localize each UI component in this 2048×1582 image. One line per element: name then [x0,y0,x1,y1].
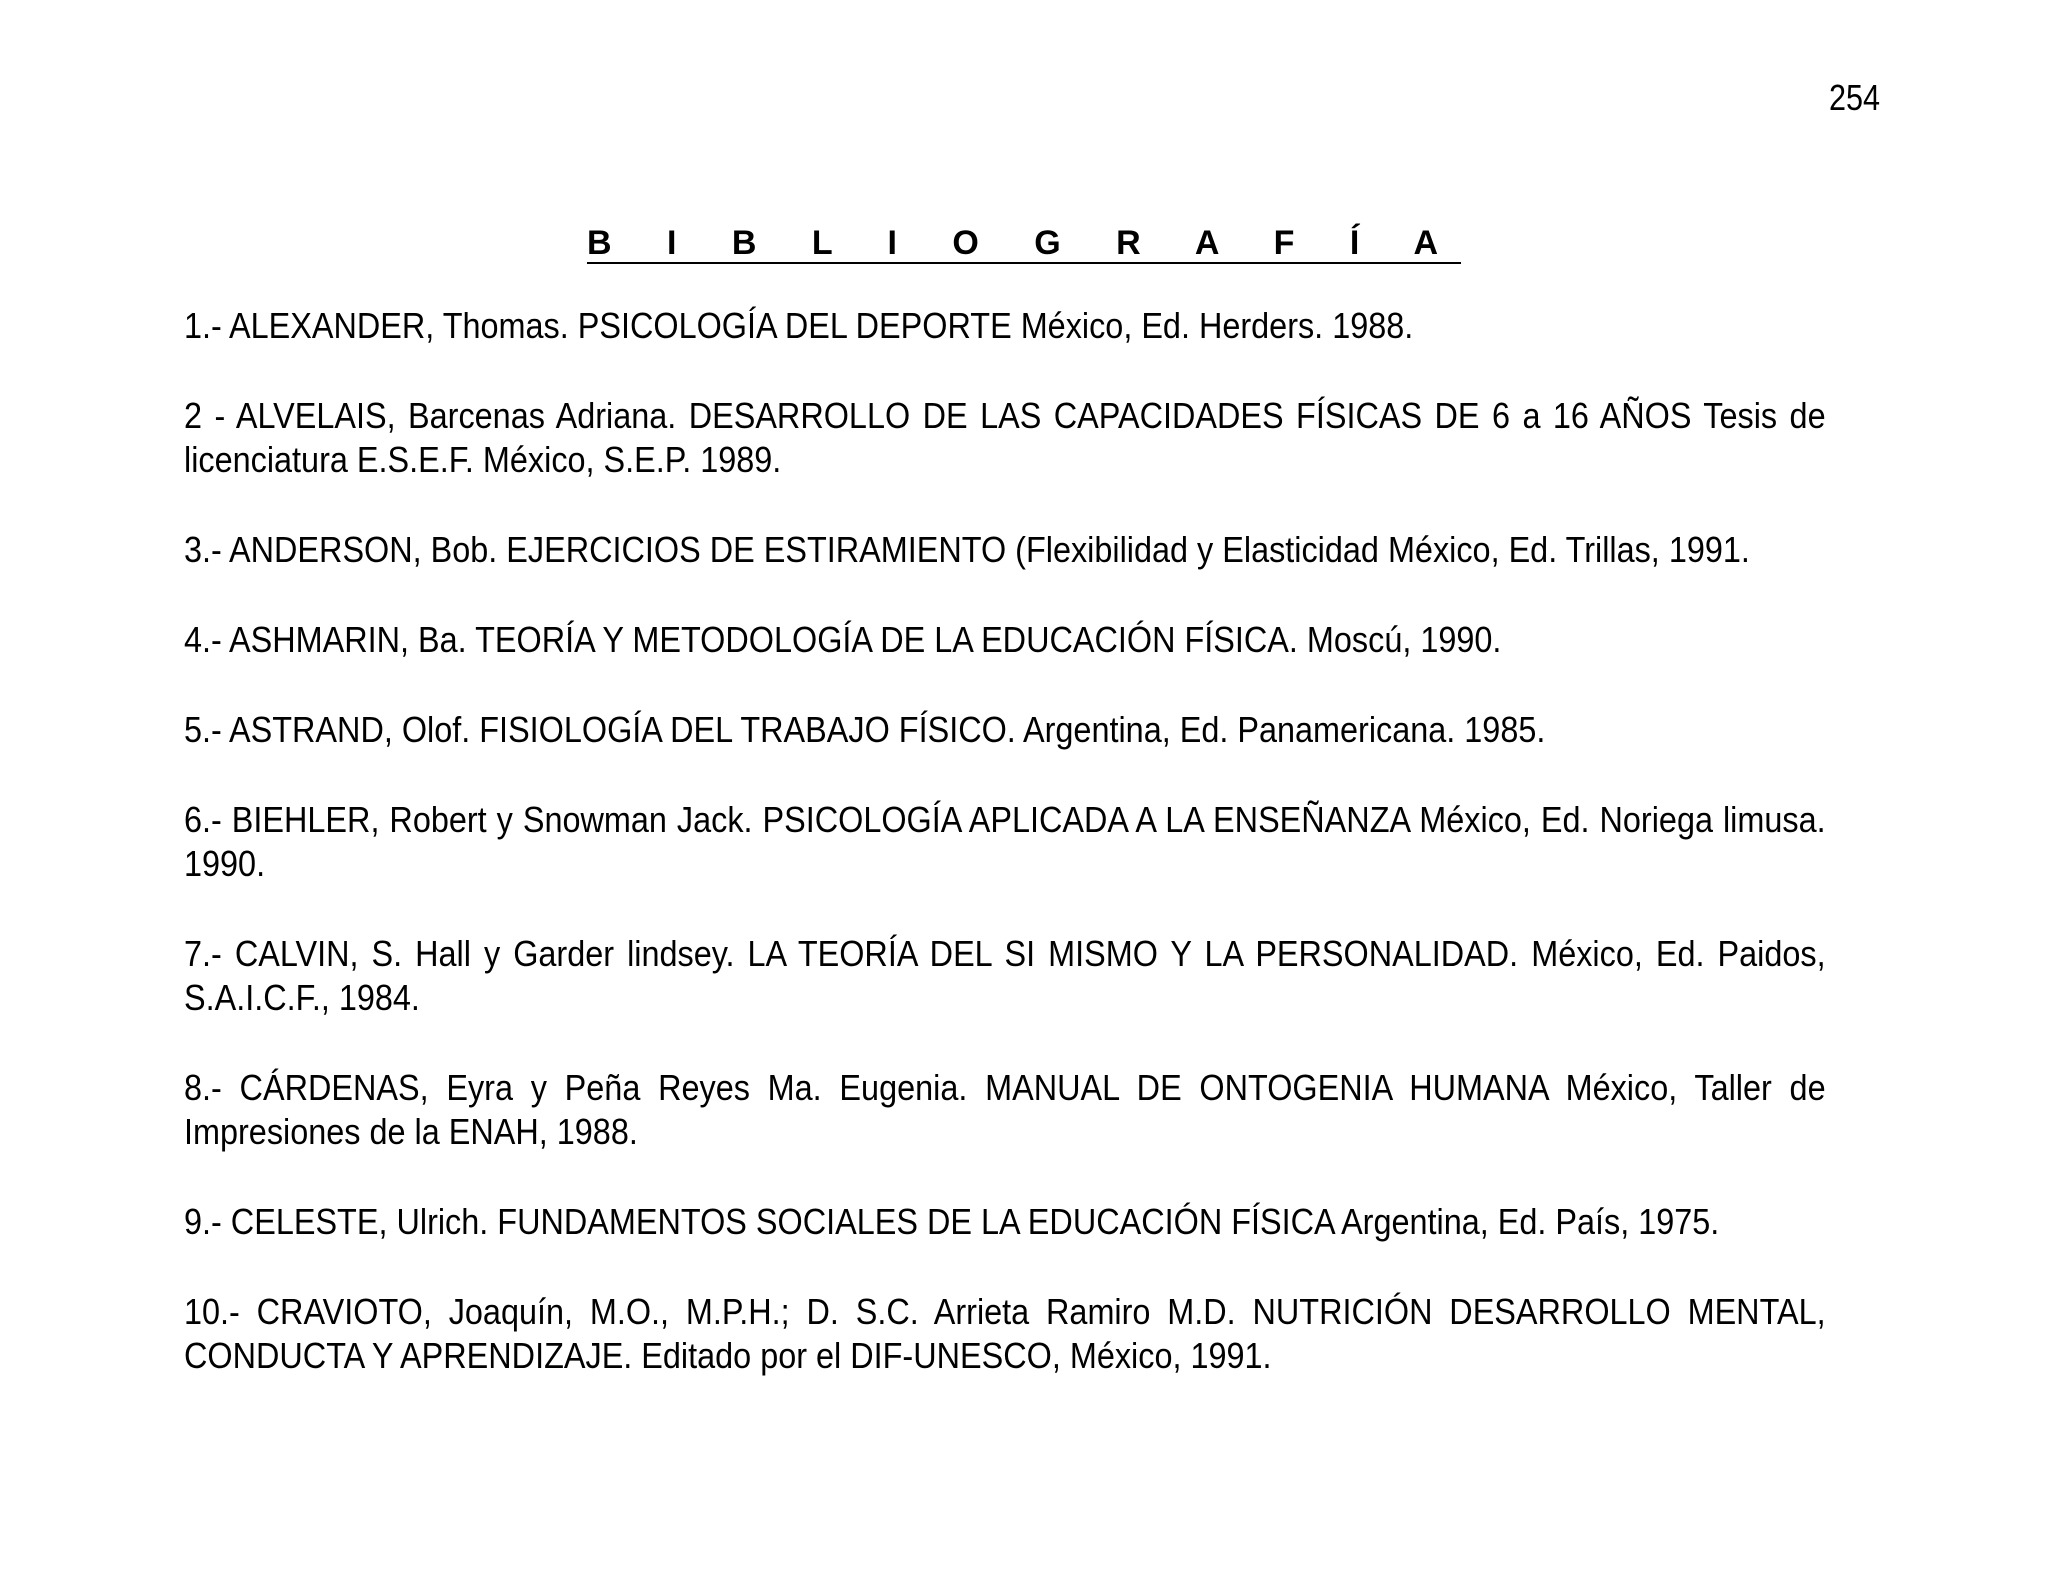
bibliography-entry: 10.- CRAVIOTO, Joaquín, M.O., M.P.H.; D. S.C. Arrieta Ramiro M.D. NUTRICIÓN DESARROLLO MENTAL, CONDUCTA Y APRENDIZAJE. Editado por el DIF-UNESCO, México, 1991. [184,1291,1826,1376]
bibliography-list [184,304,1826,1424]
bibliography-entry: 6.- BIEHLER, Robert y Snowman Jack. PSICOLOGÍA APLICADA A LA ENSEÑANZA México, Ed. Noriega limusa. 1990. [184,799,1826,884]
bibliography-entry: 7.- CALVIN, S. Hall y Garder lindsey. LA TEORÍA DEL SI MISMO Y LA PERSONALIDAD. México, Ed. Paidos, S.A.I.C.F., 1984. [184,933,1826,1018]
bibliography-entry: 9.- CELESTE, Ulrich. FUNDAMENTOS SOCIALES DE LA EDUCACIÓN FÍSICA Argentina, Ed. País, 1975. [184,1201,1720,1242]
bibliography-entry: 8.- CÁRDENAS, Eyra y Peña Reyes Ma. Eugenia. MANUAL DE ONTOGENIA HUMANA México, Taller de Impresiones de la ENAH, 1988. [184,1067,1826,1152]
bibliography-heading [0,224,2048,263]
bibliography-entry: 1.- ALEXANDER, Thomas. PSICOLOGÍA DEL DEPORTE México, Ed. Herders. 1988. [184,305,1414,346]
page-number: 254 [1828,77,1880,118]
bibliography-entry: 2 - ALVELAIS, Barcenas Adriana. DESARROLLO DE LAS CAPACIDADES FÍSICAS DE 6 a 16 AÑOS Tesis de licenciatura E.S.E.F. México, S.E.P. 1989. [184,395,1826,480]
bibliography-entry: 5.- ASTRAND, Olof. FISIOLOGÍA DEL TRABAJO FÍSICO. Argentina, Ed. Panamericana. 1985. [184,709,1546,750]
bibliography-entry: 3.- ANDERSON, Bob. EJERCICIOS DE ESTIRAMIENTO (Flexibilidad y Elasticidad México, Ed. Trillas, 1991. [184,529,1750,570]
bibliography-entry: 4.- ASHMARIN, Ba. TEORÍA Y METODOLOGÍA DE LA EDUCACIÓN FÍSICA. Moscú, 1990. [184,619,1502,660]
bibliography-heading-text: B I B L I O G R A F Í A [586,224,1462,262]
